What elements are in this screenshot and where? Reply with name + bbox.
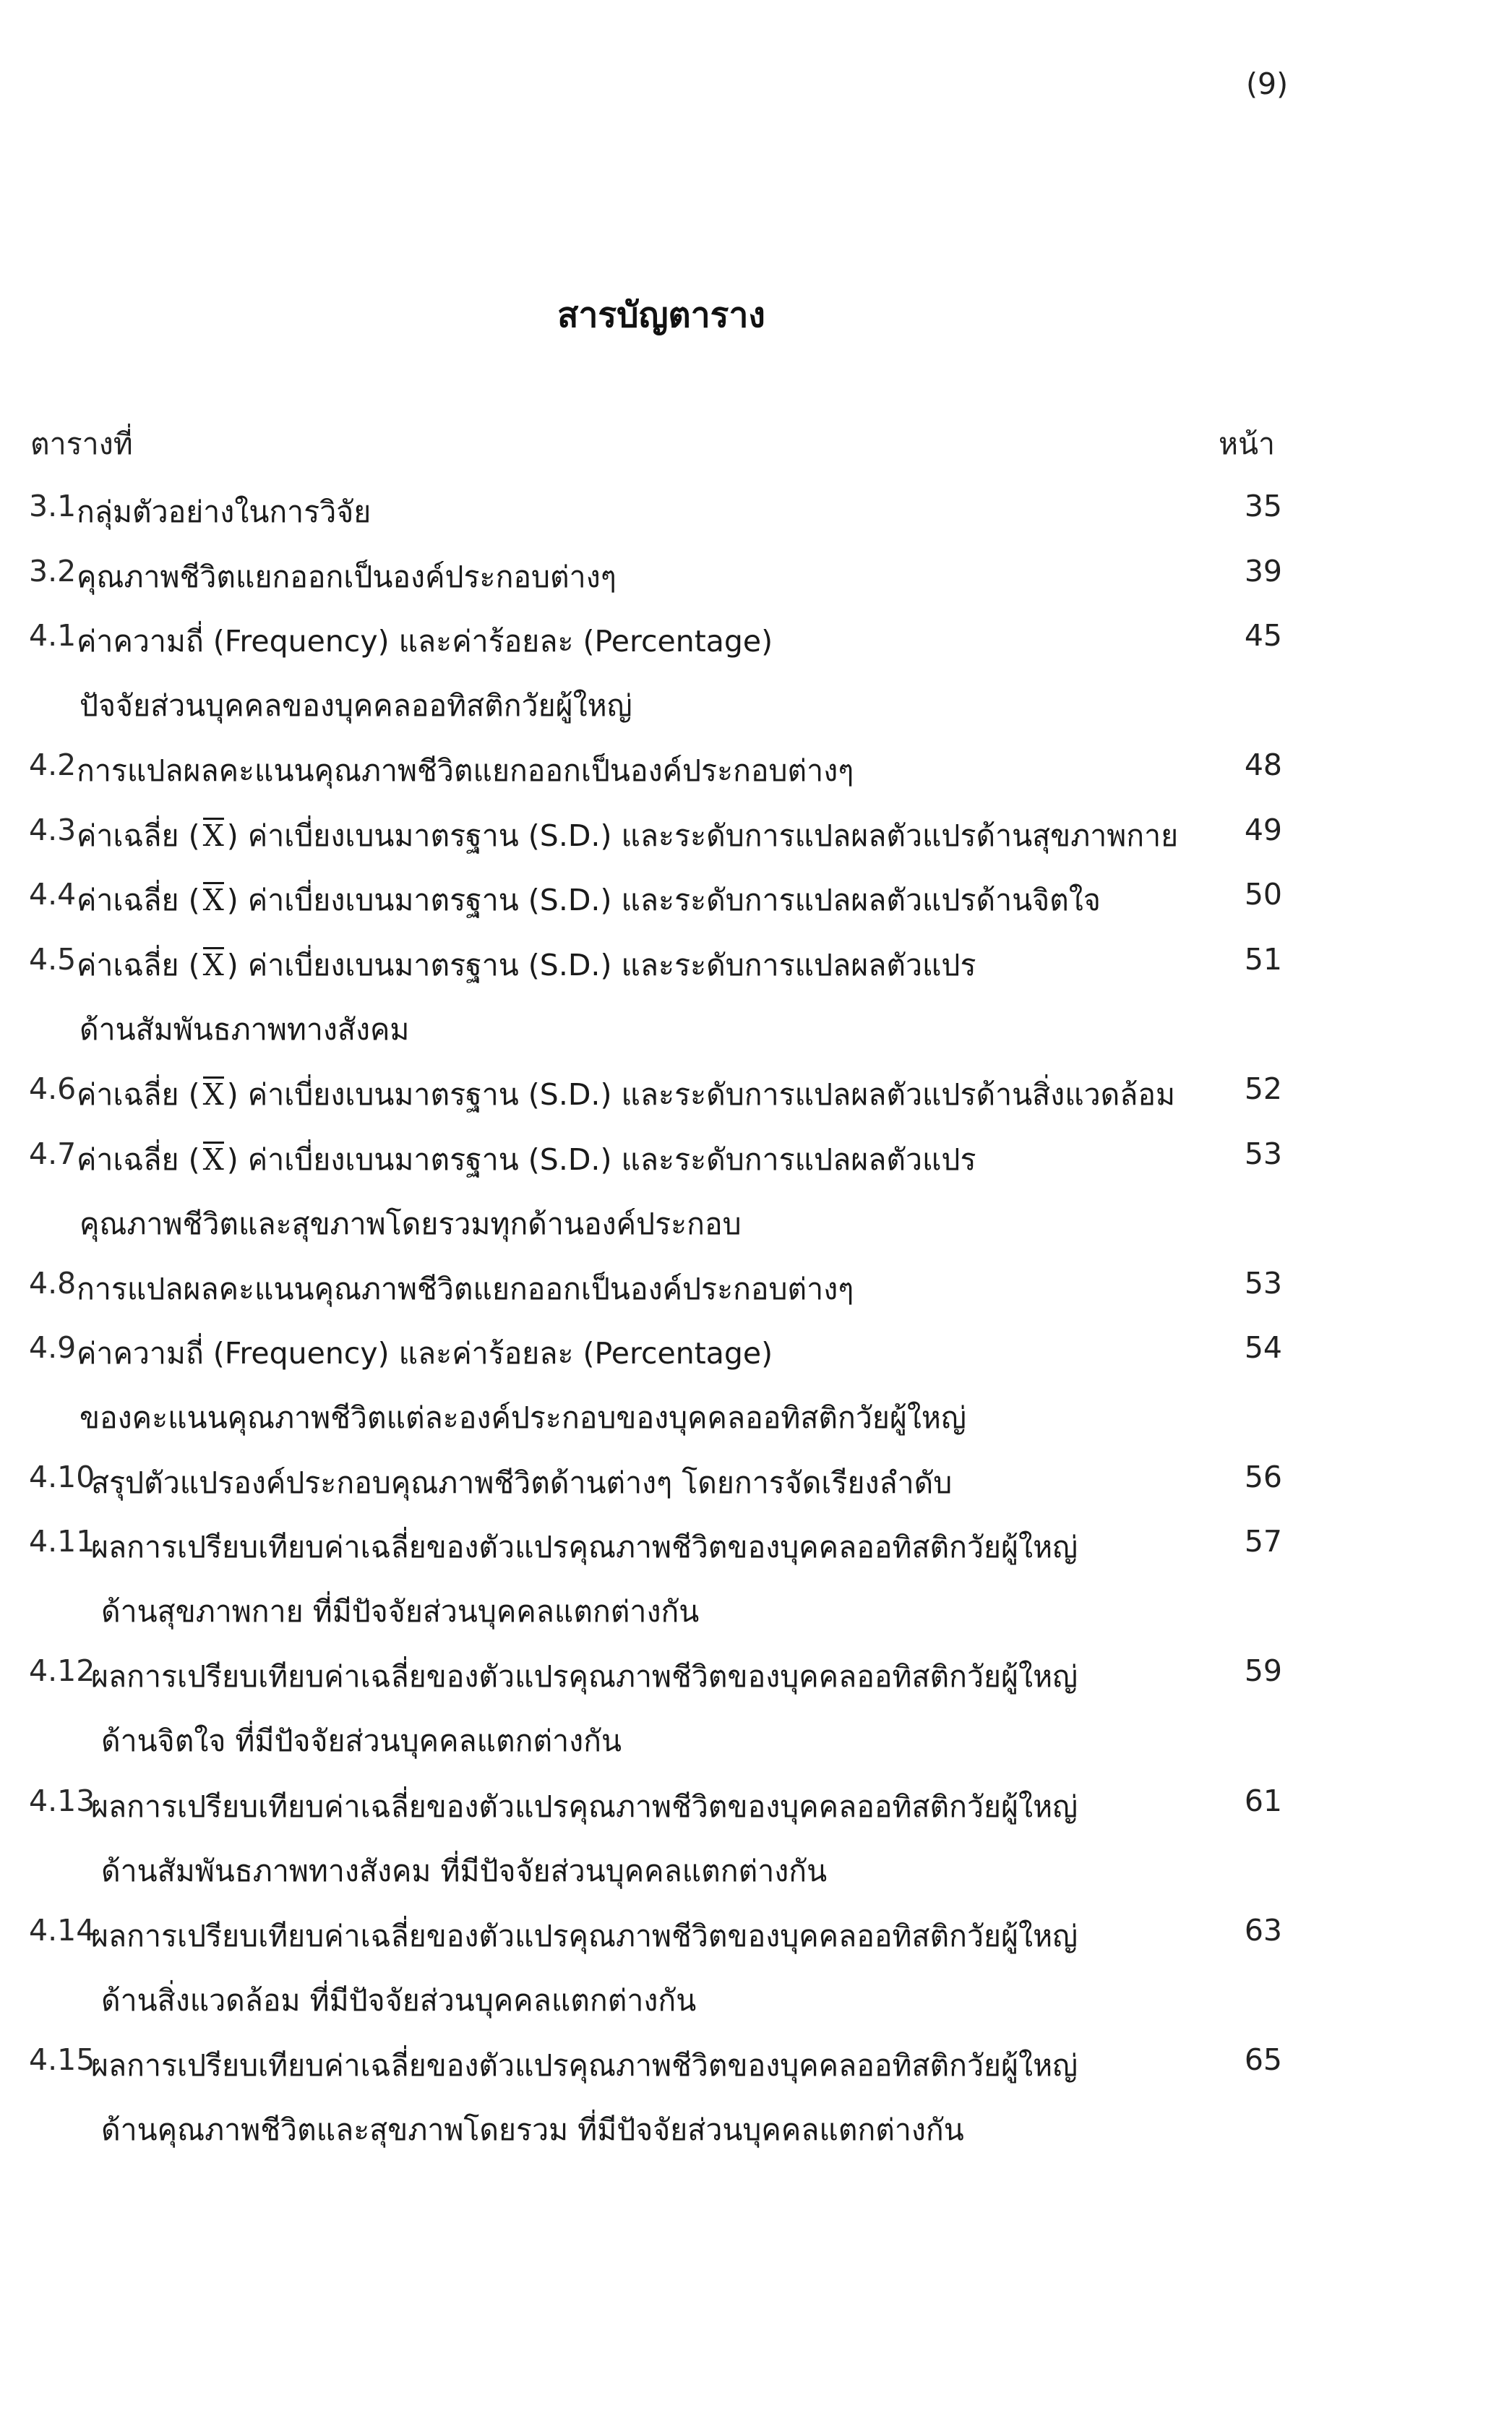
toc-entry-number: 3.1 xyxy=(29,489,77,523)
toc-entry-page: 59 xyxy=(1244,1653,1282,1688)
toc-entry-title-pre: ค่าเฉลี่ย ( xyxy=(77,1077,200,1112)
toc-entry-title-pre: ค่าเฉลี่ย ( xyxy=(77,1142,200,1177)
toc-entry-number: 4.7 xyxy=(29,1136,77,1171)
mean-symbol: X xyxy=(202,818,224,853)
mean-symbol: X xyxy=(202,883,224,917)
mean-symbol: X xyxy=(202,1077,224,1112)
toc-entry-title-continuation: ด้านสุขภาพกาย ที่มีปัจจัยส่วนบุคคลแตกต่างกัน xyxy=(101,1594,700,1629)
toc-entry-title: ค่าความถี่ (Frequency) และค่าร้อยละ (Percentage) xyxy=(77,624,773,659)
toc-entry-title-post: ) ค่าเบี่ยงเบนมาตรฐาน (S.D.) และระดับการแปลผลตัวแปรด้านจิตใจ xyxy=(226,883,1101,917)
toc-entry-page: 48 xyxy=(1244,748,1282,782)
toc-entry-title xyxy=(77,942,976,989)
toc-entry-page: 53 xyxy=(1244,1136,1282,1171)
toc-entry-page: 57 xyxy=(1244,1524,1282,1559)
toc-entry-title xyxy=(77,813,1178,860)
toc-entry-number: 4.13 xyxy=(29,1784,95,1818)
toc-entry-title-post: ) ค่าเบี่ยงเบนมาตรฐาน (S.D.) และระดับการแปลผลตัวแปร xyxy=(226,1142,976,1177)
mean-symbol: X xyxy=(202,1142,224,1177)
mean-symbol: X xyxy=(202,948,224,982)
toc-entry-page: 50 xyxy=(1244,877,1282,912)
toc-entry-title-pre: ค่าเฉลี่ย ( xyxy=(77,948,200,982)
toc-entry-number: 4.3 xyxy=(29,813,77,847)
toc-entry-title-continuation: ด้านจิตใจ ที่มีปัจจัยส่วนบุคคลแตกต่างกัน xyxy=(101,1724,622,1758)
toc-entry-number: 4.6 xyxy=(29,1071,77,1106)
toc-entry-title-post: ) ค่าเบี่ยงเบนมาตรฐาน (S.D.) และระดับการแปลผลตัวแปรด้านสุขภาพกาย xyxy=(226,818,1179,853)
page-number: (9) xyxy=(1246,67,1289,101)
toc-entry-page: 45 xyxy=(1244,618,1282,653)
toc-entry-title-continuation: ปัจจัยส่วนบุคคลของบุคคลออทิสติกวัยผู้ใหญ่ xyxy=(80,688,632,723)
toc-entry-title-post: ) ค่าเบี่ยงเบนมาตรฐาน (S.D.) และระดับการแปลผลตัวแปรด้านสิ่งแวดล้อม xyxy=(226,1077,1176,1112)
toc-entry-page: 56 xyxy=(1244,1460,1282,1494)
toc-entry-page: 54 xyxy=(1244,1330,1282,1365)
toc-entry-page: 35 xyxy=(1244,489,1282,523)
toc-entry-title: ผลการเปรียบเทียบค่าเฉลี่ยของตัวแปรคุณภาพชีวิตของบุคคลออทิสติกวัยผู้ใหญ่ xyxy=(91,1919,1078,1953)
toc-entry-title: ผลการเปรียบเทียบค่าเฉลี่ยของตัวแปรคุณภาพชีวิตของบุคคลออทิสติกวัยผู้ใหญ่ xyxy=(91,1530,1078,1564)
toc-entry-title xyxy=(77,1136,976,1183)
toc-entry-page: 51 xyxy=(1244,942,1282,977)
page-title: สารบัญตาราง xyxy=(557,295,765,335)
toc-entry-number: 4.11 xyxy=(29,1524,95,1559)
toc-entry-title-continuation: ด้านสัมพันธภาพทางสังคม xyxy=(80,1012,410,1047)
toc-entry-title: ผลการเปรียบเทียบค่าเฉลี่ยของตัวแปรคุณภาพชีวิตของบุคคลออทิสติกวัยผู้ใหญ่ xyxy=(91,2048,1078,2083)
toc-entry-title xyxy=(77,877,1101,924)
toc-entry-title-post: ) ค่าเบี่ยงเบนมาตรฐาน (S.D.) และระดับการแปลผลตัวแปร xyxy=(226,948,976,982)
toc-entry-title-continuation: ด้านสิ่งแวดล้อม ที่มีปัจจัยส่วนบุคคลแตกต่างกัน xyxy=(101,1983,697,2018)
column-header-page: หน้า xyxy=(1219,427,1276,461)
toc-entry-title-pre: ค่าเฉลี่ย ( xyxy=(77,883,200,917)
toc-entry-number: 4.4 xyxy=(29,877,77,912)
toc-entry-title: สรุปตัวแปรองค์ประกอบคุณภาพชีวิตด้านต่างๆ โดยการจัดเรียงลำดับ xyxy=(91,1465,953,1500)
column-header-table-no: ตารางที่ xyxy=(30,427,133,461)
toc-entry-title: ค่าความถี่ (Frequency) และค่าร้อยละ (Percentage) xyxy=(77,1336,773,1371)
toc-entry-number: 4.1 xyxy=(29,618,77,653)
toc-entry-title: คุณภาพชีวิตแยกออกเป็นองค์ประกอบต่างๆ xyxy=(77,560,617,594)
toc-entry-title-continuation: ด้านคุณภาพชีวิตและสุขภาพโดยรวม ที่มีปัจจัยส่วนบุคคลแตกต่างกัน xyxy=(101,2112,964,2147)
toc-entry-title-continuation: ด้านสัมพันธภาพทางสังคม ที่มีปัจจัยส่วนบุคคลแตกต่างกัน xyxy=(101,1854,828,1888)
toc-entry-number: 4.10 xyxy=(29,1460,95,1494)
toc-entry-title xyxy=(77,1071,1175,1118)
toc-entry-title: ผลการเปรียบเทียบค่าเฉลี่ยของตัวแปรคุณภาพชีวิตของบุคคลออทิสติกวัยผู้ใหญ่ xyxy=(91,1789,1078,1824)
toc-entry-title-pre: ค่าเฉลี่ย ( xyxy=(77,818,200,853)
toc-entry-page: 63 xyxy=(1244,1913,1282,1948)
toc-entry-title: การแปลผลคะแนนคุณภาพชีวิตแยกออกเป็นองค์ประกอบต่างๆ xyxy=(77,1272,854,1306)
toc-entry-number: 4.8 xyxy=(29,1266,77,1301)
toc-entry-number: 3.2 xyxy=(29,554,77,588)
toc-entry-page: 49 xyxy=(1244,813,1282,847)
toc-entry-title: ผลการเปรียบเทียบค่าเฉลี่ยของตัวแปรคุณภาพชีวิตของบุคคลออทิสติกวัยผู้ใหญ่ xyxy=(91,1659,1078,1694)
toc-entry-page: 39 xyxy=(1244,554,1282,588)
toc-entry-title-continuation: ของคะแนนคุณภาพชีวิตแต่ละองค์ประกอบของบุคคลออทิสติกวัยผู้ใหญ่ xyxy=(80,1400,966,1435)
toc-entry-title: การแปลผลคะแนนคุณภาพชีวิตแยกออกเป็นองค์ประกอบต่างๆ xyxy=(77,753,854,788)
toc-entry-number: 4.12 xyxy=(29,1653,95,1688)
toc-entry-title-continuation: คุณภาพชีวิตและสุขภาพโดยรวมทุกด้านองค์ประกอบ xyxy=(80,1207,742,1241)
toc-entry-title: กลุ่มตัวอย่างในการวิจัย xyxy=(77,494,371,529)
toc-entry-page: 53 xyxy=(1244,1266,1282,1301)
toc-entry-number: 4.15 xyxy=(29,2042,95,2077)
toc-entry-page: 61 xyxy=(1244,1784,1282,1818)
toc-entry-number: 4.14 xyxy=(29,1913,95,1948)
toc-entry-number: 4.5 xyxy=(29,942,77,977)
toc-entry-number: 4.9 xyxy=(29,1330,77,1365)
toc-entry-page: 52 xyxy=(1244,1071,1282,1106)
toc-entry-number: 4.2 xyxy=(29,748,77,782)
toc-entry-page: 65 xyxy=(1244,2042,1282,2077)
